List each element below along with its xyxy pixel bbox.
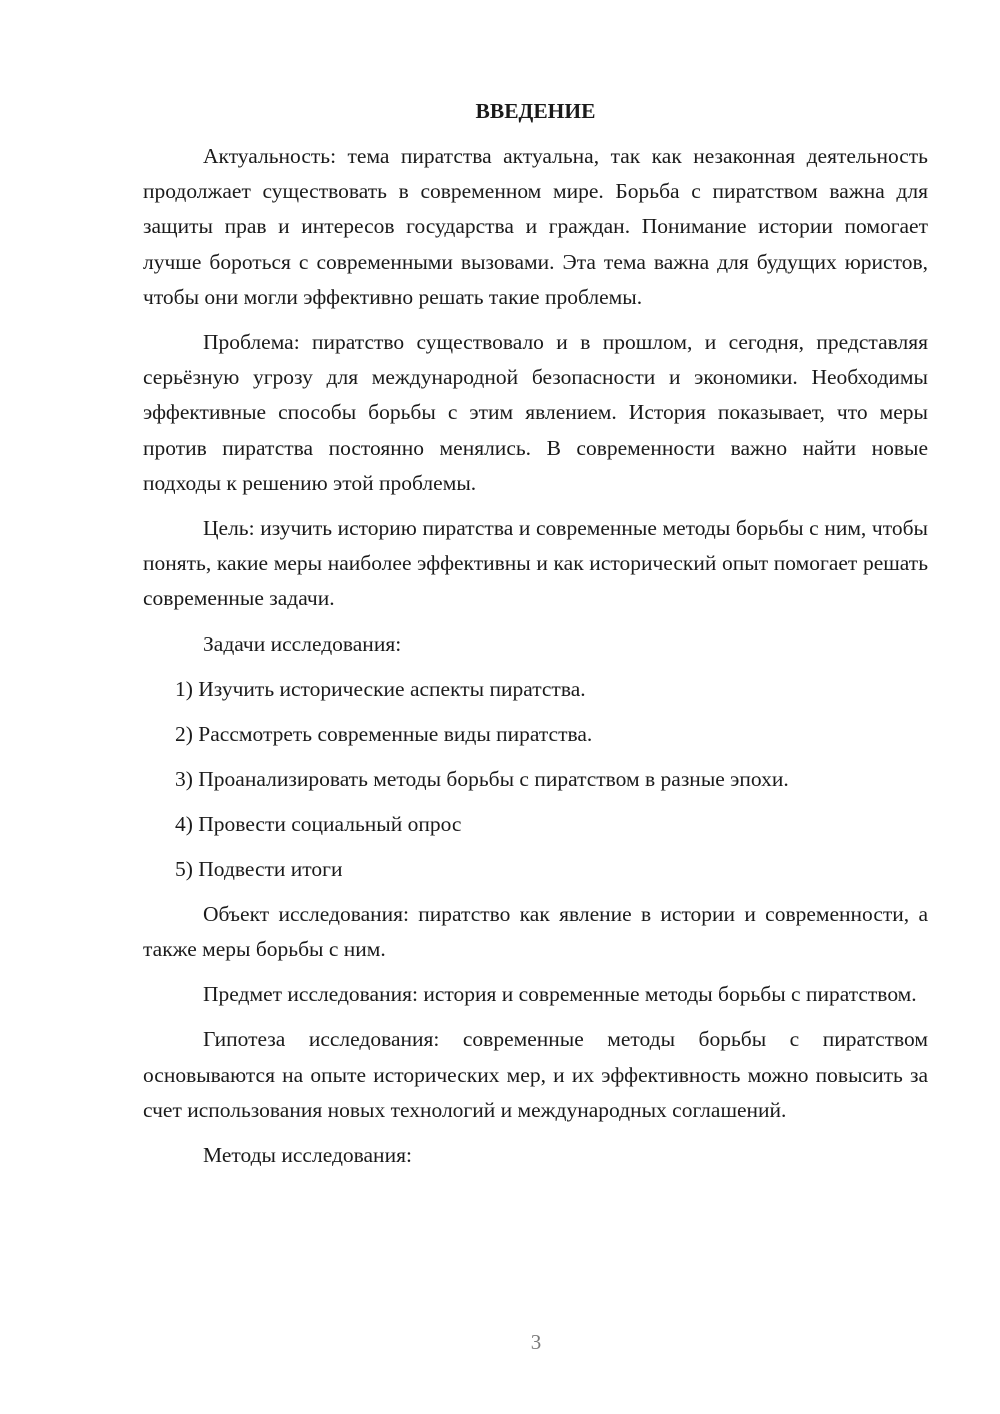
paragraph-relevance: Актуальность: тема пиратства актуальна, так как незаконная деятельность продолжает существовать в современном мире. Борьба с пиратством важна для защиты прав и интересов государства и граждан. Понимание истории помогает лучше бороться с современными вызовами. Эта тема важна для будущих юристов, чтобы они могли эффективно решать такие проблемы.	[143, 144, 928, 309]
list-item: 3) Проанализировать методы борьбы с пиратством в разные эпохи.	[175, 766, 789, 791]
section-title: ВВЕДЕНИЕ	[475, 99, 596, 123]
tasks-list	[143, 672, 928, 887]
list-item: 5) Подвести итоги	[175, 856, 343, 881]
paragraph-goal: Цель: изучить историю пиратства и современные методы борьбы с ним, чтобы понять, какие меры наиболее эффективны и как исторический опыт помогает решать современные задачи.	[143, 516, 928, 611]
paragraph-problem: Проблема: пиратство существовало и в прошлом, и сегодня, представляя серьёзную угрозу для международной безопасности и экономики. Необходимы эффективные способы борьбы с этим явлением. История показывает, что меры против пиратства постоянно менялись. В современности важно найти новые подходы к решению этой проблемы.	[143, 330, 928, 495]
tasks-heading: Задачи исследования:	[203, 631, 402, 656]
list-item: 4) Провести социальный опрос	[175, 811, 462, 836]
list-item: 1) Изучить исторические аспекты пиратства.	[175, 676, 586, 701]
paragraph-hypothesis: Гипотеза исследования: современные методы борьбы с пиратством основываются на опыте исторических мер, и их эффективность можно повысить за счет использования новых технологий и международных соглашений.	[143, 1027, 928, 1122]
paragraph-object: Объект исследования: пиратство как явление в истории и современности, а также меры борьбы с ним.	[143, 901, 928, 962]
page-number: 3	[530, 1330, 542, 1354]
methods-heading: Методы исследования:	[203, 1143, 412, 1168]
document-page	[143, 94, 928, 1183]
list-item: 2) Рассмотреть современные виды пиратства.	[175, 721, 593, 746]
paragraph-subject: Предмет исследования: история и современные методы борьбы с пиратством.	[203, 982, 917, 1007]
